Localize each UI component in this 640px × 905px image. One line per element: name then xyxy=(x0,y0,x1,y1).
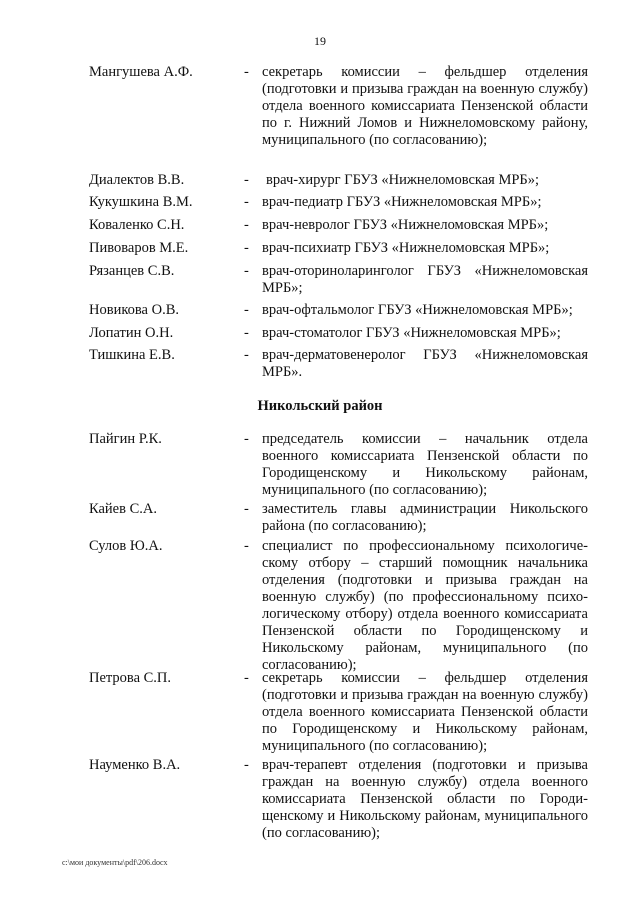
member-role: секретарь комиссии – фельдшер отделения (подготовки и призыва граждан на военную службу) отдела военного комиссариата Пензенской области по г. Нижний Ломов и Нижнеломовскому району, муниципального (по согласованию); xyxy=(262,64,588,148)
member-role: врач-оториноларинголог ГБУЗ «Нижнеломовская МРБ»; xyxy=(262,263,588,296)
dash: - xyxy=(244,501,249,517)
dash: - xyxy=(244,538,249,554)
dash: - xyxy=(244,302,249,318)
member-role: заместитель главы администрации Никольского района (по согласованию); xyxy=(262,501,588,534)
member-name: Диалектов В.В. xyxy=(89,172,185,188)
member-name: Науменко В.А. xyxy=(89,757,181,773)
dash: - xyxy=(244,172,249,188)
member-name: Сулов Ю.А. xyxy=(89,538,163,554)
dash: - xyxy=(244,325,249,341)
member-role: секретарь комиссии – фельдшер отделения (подготовки и призыва граждан на военную службу) отдела военного комиссариата Пензенской области по Городищенскому и Никольскому районам, муниципального (по согласованию); xyxy=(262,670,588,754)
member-role: специалист по профессиональному психологическому отбору – старший помощник начальника отделения (подготовки и призыва граждан на военную службу) (по профессиональному психологическому отбору) отдела военного комиссариата Пензенской области по Городищенскому и Никольскому районам, муниципального (по согласованию); xyxy=(262,538,588,673)
member-role: врач-педиатр ГБУЗ «Нижнеломовская МРБ»; xyxy=(262,194,542,210)
member-name: Новикова О.В. xyxy=(89,302,179,318)
dash: - xyxy=(244,431,249,447)
member-name: Рязанцев С.В. xyxy=(89,263,175,279)
member-role: врач-стоматолог ГБУЗ «Нижнеломовская МРБ»; xyxy=(262,325,561,341)
footer-file-path: c:\мои документы\pdf\206.docx xyxy=(62,858,168,867)
member-name: Пайгин Р.К. xyxy=(89,431,162,447)
member-name: Пивоваров М.Е. xyxy=(89,240,189,256)
member-role: врач-дерматовенеролог ГБУЗ «Нижнеломовская МРБ». xyxy=(262,347,588,380)
dash: - xyxy=(244,217,249,233)
member-role: врач-невролог ГБУЗ «Нижнеломовская МРБ»; xyxy=(262,217,549,233)
member-name: Мангушева А.Ф. xyxy=(89,64,193,80)
member-name: Тишкина Е.В. xyxy=(89,347,175,363)
dash: - xyxy=(244,64,249,80)
page-number: 19 xyxy=(314,34,326,48)
dash: - xyxy=(244,263,249,279)
dash: - xyxy=(244,347,249,363)
dash: - xyxy=(244,194,249,210)
member-role: председатель комиссии – начальник отдела военного комиссариата Пензенской области по Городищенскому и Никольскому районам, муниципального (по согласованию); xyxy=(262,431,588,498)
member-name: Петрова С.П. xyxy=(89,670,172,686)
member-name: Лопатин О.Н. xyxy=(89,325,174,341)
member-role: врач-хирург ГБУЗ «Нижнеломовская МРБ»; xyxy=(266,172,540,188)
dash: - xyxy=(244,670,249,686)
dash: - xyxy=(244,240,249,256)
member-role: врач-психиатр ГБУЗ «Нижнеломовская МРБ»; xyxy=(262,240,550,256)
section-title: Никольский район xyxy=(257,398,383,414)
member-name: Коваленко С.Н. xyxy=(89,217,185,233)
dash: - xyxy=(244,757,249,773)
member-name: Кукушкина В.М. xyxy=(89,194,193,210)
member-role: врач-терапевт отделения (подготовки и призыва граждан на военную службу) отдела военного комиссариата Пензенской области по Городищенскому и Никольскому районам, муниципального (по согласованию); xyxy=(262,757,588,841)
member-role: врач-офтальмолог ГБУЗ «Нижнеломовская МРБ»; xyxy=(262,302,573,318)
member-name: Кайев С.А. xyxy=(89,501,157,517)
